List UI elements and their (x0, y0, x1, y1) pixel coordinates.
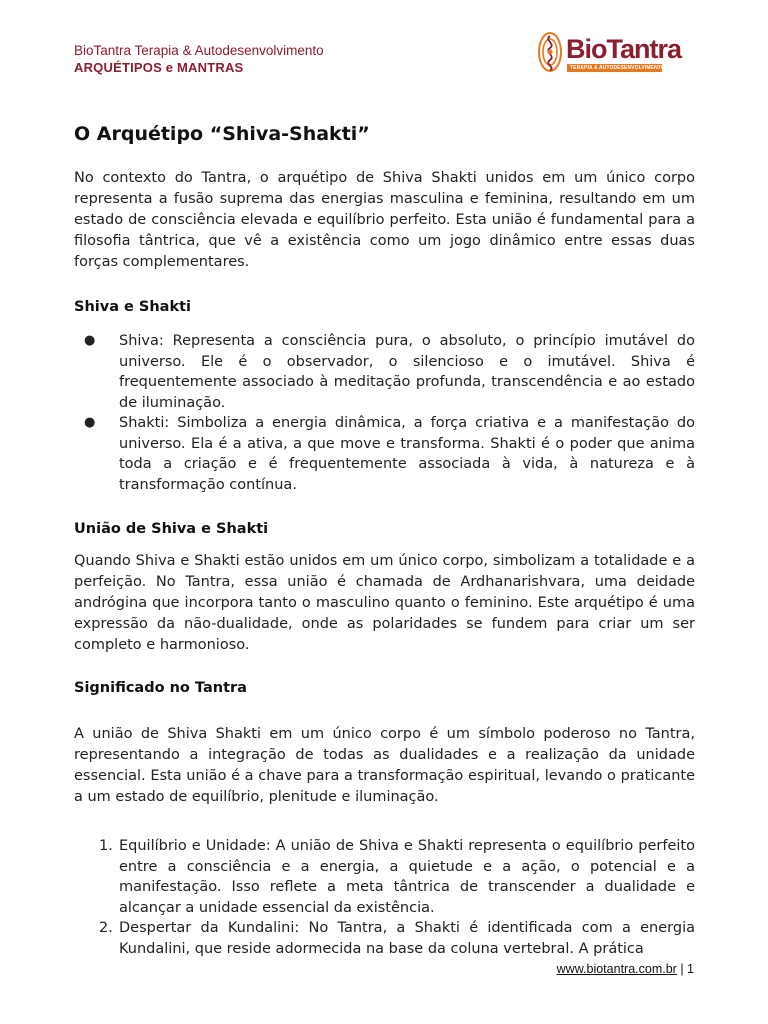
bullet-icon: ● (84, 333, 96, 348)
logo-wordmark: BioTantra (566, 34, 682, 64)
list-item: 2. Despertar da Kundalini: No Tantra, a Shakti é identificada com a energia Kundalini, que reside adormecida na base da coluna vertebral. A prática (99, 920, 695, 957)
spiral-emblem-icon (536, 30, 564, 74)
section-heading-shiva-shakti: Shiva e Shakti (74, 299, 191, 315)
section-heading-uniao: União de Shiva e Shakti (74, 521, 269, 537)
list-item: ● Shakti: Simboliza a energia dinâmica, a força criativa e a manifestação do universo. Ela é a ativa, a que move e transforma. Shakti é o poder que anima toda a criação e é frequentemente associada à vida, à natureza e à transformação contínua. (84, 415, 695, 493)
list-item: 1. Equilíbrio e Unidade: A união de Shiva e Shakti representa o equilíbrio perfeito entre a consciência e a energia, a quietude e a ação, o potencial e a manifestação. Isso reflete a meta tântrica de transcender a dualidade e alcançar a unidade essencial da existência. (99, 838, 695, 916)
header-organization: BioTantra Terapia & Autodesenvolvimento (74, 43, 324, 58)
uniao-paragraph: Quando Shiva e Shakti estão unidos em um único corpo, simbolizam a totalidade e a perfeição. No Tantra, essa união é chamada de Ardhanarishvara, uma deidade andrógina que incorpora tanto o masculino quanto o feminino. Este arquétipo é uma expressão da não-dualidade, onde as polaridades se fundem para criar um ser completo e harmonioso. (74, 553, 695, 653)
website-link[interactable]: www.biotantra.com.br (556, 962, 677, 976)
header-subtitle: ARQUÉTIPOS e MANTRAS (74, 60, 244, 75)
document-title: O Arquétipo “Shiva-Shakti” (74, 123, 370, 145)
significado-paragraph: A união de Shiva Shakti em um único corpo é um símbolo poderoso no Tantra, representando a integração de todas as dualidades e a realização da unidade essencial. Esta união é a chave para a transformação espiritual, levando o praticante a um estado de equilíbrio, plenitude e iluminação. (74, 726, 695, 805)
page-footer (557, 961, 694, 977)
section-heading-significado: Significado no Tantra (74, 680, 247, 696)
footer-separator: | (680, 962, 684, 976)
bullet-list (74, 331, 695, 495)
document-body (74, 122, 695, 959)
logo-tagline: TERAPIA & AUTODESENVOLVIMENTO (570, 64, 665, 71)
biotantra-logo (536, 30, 682, 76)
numbered-list (74, 836, 695, 959)
list-item: ● Shiva: Representa a consciência pura, o absoluto, o princípio imutável do universo. Ele é o observador, o silencioso e o imutável. Shiva é frequentemente associado à meditação profunda, transcendência e ao estado de iluminação. (84, 333, 695, 411)
bullet-icon: ● (84, 415, 96, 430)
page-number: 1 (687, 962, 694, 976)
intro-paragraph: No contexto do Tantra, o arquétipo de Shiva Shakti unidos em um único corpo representa a fusão suprema das energias masculina e feminina, resultando em um estado de consciência elevada e equilíbrio perfeito. Esta união é fundamental para a filosofia tântrica, que vê a existência como um jogo dinâmico entre essas duas forças complementares. (74, 170, 695, 270)
